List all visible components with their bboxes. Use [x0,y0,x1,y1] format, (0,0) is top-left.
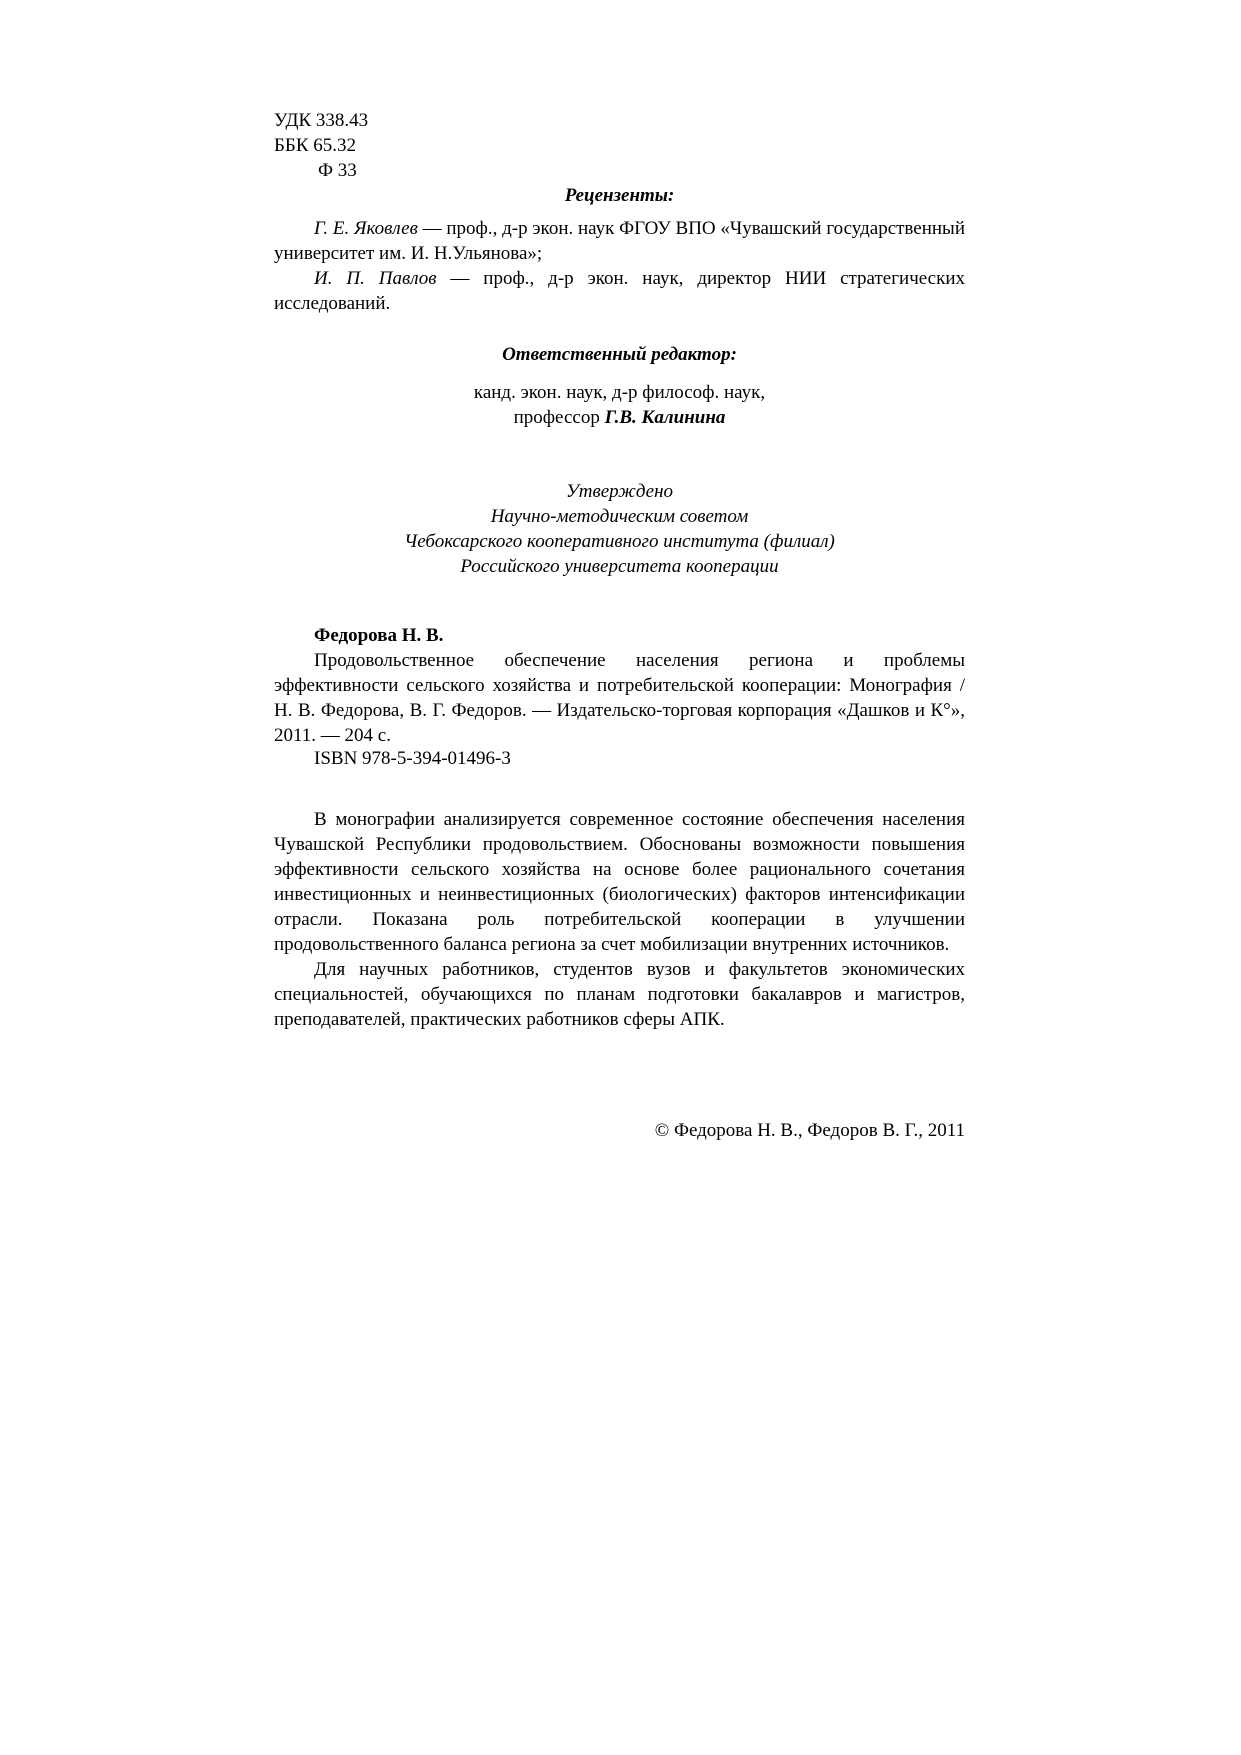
abstract [274,807,965,1032]
abstract-paragraph: В монографии анализируется современное состояние обеспечения населения Чувашской Республики продовольствием. Обоснованы возможности повышения эффективности сельского хозяйства на основе более рационального сочетания инвестиционных и неинвестиционных (биологических) факторов интенсификации отрасли. Показана роль потребительской кооперации в улучшении продовольственного баланса региона за счет мобилизации внутренних источников. [274,809,965,955]
editor-info [274,380,965,430]
approval-note [274,479,965,579]
copyright-notice: © Федорова Н. В., Федоров В. Г., 2011 [654,1120,965,1141]
bibliographic-description: Продовольственное обеспечение населения региона и проблемы эффективности сельского хозяйства и потребительской кооперации: Монография / Н. В. Федорова, В. Г. Федоров. — Издательско-торговая корпорация «Дашков и К°», 2011. — 204 с. [274,650,965,746]
editor-name: Г.В. Калинина [604,407,726,428]
approval-line: Чебоксарского кооперативного института (филиал) [404,531,835,552]
author-mark: Ф 33 [318,160,357,181]
approval-line: Научно-методическим советом [490,506,749,527]
bbk-code: ББК 65.32 [274,135,356,156]
editor-title-line [274,405,965,430]
reviewers-list [274,216,965,316]
book-author: Федорова Н. В. [314,625,444,646]
reviewer-entry [274,216,965,266]
reviewer-details: — проф., д-р экон. наук ФГОУ ВПО «Чувашский государственный университет им. И. Н.Ульянова»; [274,218,965,264]
reviewer-entry [274,266,965,316]
udk-code: УДК 338.43 [274,110,369,131]
reviewer-name: Г. Е. Яковлев [314,218,418,239]
abstract-paragraph: Для научных работников, студентов вузов и факультетов экономических специальностей, обучающихся по планам подготовки бакалавров и магистров, преподавателей, практических работников сферы АПК. [274,959,965,1030]
reviewer-details: — проф., д-р экон. наук, директор НИИ стратегических исследований. [274,268,965,314]
editor-degrees: канд. экон. наук, д-р философ. наук, [473,382,766,403]
reviewer-name: И. П. Павлов [314,268,437,289]
editor-title: профессор [513,407,605,428]
classification-codes [274,108,474,183]
approval-line: Утверждено [565,481,674,502]
isbn: ISBN 978-5-394-01496-3 [314,748,511,769]
approval-line: Российского университета кооперации [460,556,779,577]
reviewers-heading: Рецензенты: [564,185,675,206]
editor-heading: Ответственный редактор: [502,344,737,365]
